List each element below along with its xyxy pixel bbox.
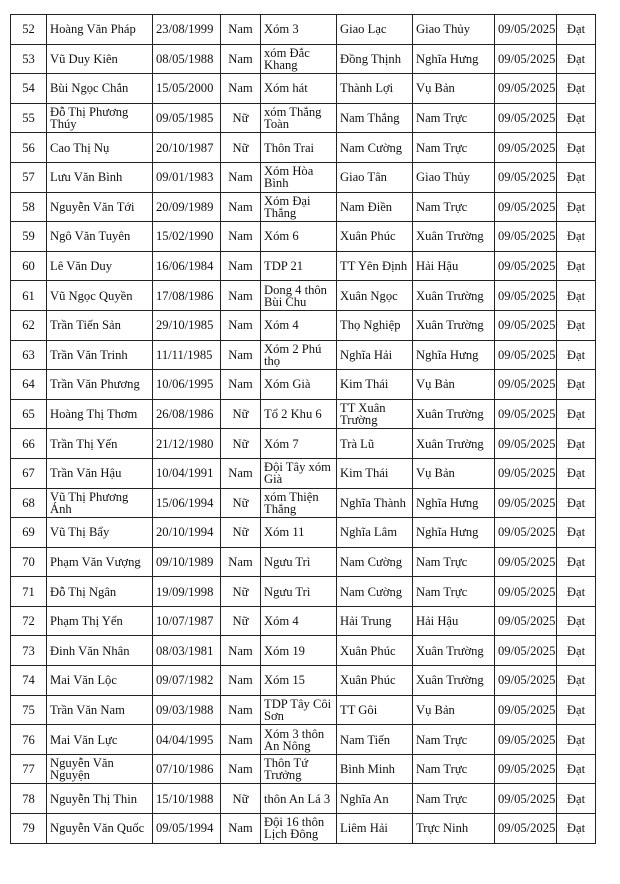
row-number: 57 xyxy=(11,162,47,192)
table-row xyxy=(11,15,596,45)
birth-date-cell: 16/06/1984 xyxy=(153,251,221,281)
gender-cell: Nam xyxy=(221,547,261,577)
row-number: 70 xyxy=(11,547,47,577)
birth-date-cell: 15/10/1988 xyxy=(153,784,221,814)
row-number: 55 xyxy=(11,103,47,133)
gender-cell: Nam xyxy=(221,162,261,192)
hamlet-cell: Xóm Hòa Bình xyxy=(261,162,337,192)
gender-cell: Nam xyxy=(221,754,261,784)
birth-date-cell: 17/08/1986 xyxy=(153,281,221,311)
district-cell: Giao Thủy xyxy=(413,15,495,45)
result-cell: Đạt xyxy=(557,133,596,163)
district-cell: Giao Thủy xyxy=(413,162,495,192)
table-row xyxy=(11,784,596,814)
results-table xyxy=(10,14,596,844)
district-cell: Nam Trực xyxy=(413,577,495,607)
district-cell: Nam Trực xyxy=(413,547,495,577)
result-cell: Đạt xyxy=(557,458,596,488)
district-cell: Vụ Bản xyxy=(413,370,495,400)
commune-cell: Xuân Phúc xyxy=(337,222,413,252)
gender-cell: Nữ xyxy=(221,133,261,163)
result-cell: Đạt xyxy=(557,814,596,844)
hamlet-cell: Xóm 6 xyxy=(261,222,337,252)
birth-date-cell: 15/05/2000 xyxy=(153,74,221,104)
district-cell: Xuân Trường xyxy=(413,636,495,666)
hamlet-cell: Tổ 2 Khu 6 xyxy=(261,399,337,429)
table-row xyxy=(11,458,596,488)
exam-date-cell: 09/05/2025 xyxy=(495,133,557,163)
row-number: 64 xyxy=(11,370,47,400)
row-number: 71 xyxy=(11,577,47,607)
exam-date-cell: 09/05/2025 xyxy=(495,695,557,725)
birth-date-cell: 23/08/1999 xyxy=(153,15,221,45)
full-name-cell: Bùi Ngọc Chắn xyxy=(47,74,153,104)
district-cell: Vụ Bản xyxy=(413,458,495,488)
commune-cell: TT Yên Định xyxy=(337,251,413,281)
gender-cell: Nam xyxy=(221,251,261,281)
birth-date-cell: 10/06/1995 xyxy=(153,370,221,400)
commune-cell: Kim Thái xyxy=(337,458,413,488)
result-cell: Đạt xyxy=(557,192,596,222)
result-cell: Đạt xyxy=(557,488,596,518)
exam-date-cell: 09/05/2025 xyxy=(495,281,557,311)
full-name-cell: Ngô Văn Tuyên xyxy=(47,222,153,252)
hamlet-cell: Xóm 4 xyxy=(261,310,337,340)
commune-cell: Nam Cường xyxy=(337,133,413,163)
result-cell: Đạt xyxy=(557,577,596,607)
full-name-cell: Nguyễn Văn Tới xyxy=(47,192,153,222)
birth-date-cell: 15/06/1994 xyxy=(153,488,221,518)
gender-cell: Nữ xyxy=(221,488,261,518)
district-cell: Nam Trực xyxy=(413,133,495,163)
result-cell: Đạt xyxy=(557,222,596,252)
result-cell: Đạt xyxy=(557,281,596,311)
gender-cell: Nữ xyxy=(221,429,261,459)
gender-cell: Nam xyxy=(221,281,261,311)
hamlet-cell: Dong 4 thôn Bùi Chu xyxy=(261,281,337,311)
district-cell: Xuân Trường xyxy=(413,429,495,459)
row-number: 76 xyxy=(11,725,47,755)
commune-cell: Giao Lạc xyxy=(337,15,413,45)
exam-date-cell: 09/05/2025 xyxy=(495,74,557,104)
commune-cell: Nghĩa Thành xyxy=(337,488,413,518)
full-name-cell: Lê Văn Duy xyxy=(47,251,153,281)
commune-cell: Nghĩa An xyxy=(337,784,413,814)
table-row xyxy=(11,162,596,192)
row-number: 52 xyxy=(11,15,47,45)
full-name-cell: Mai Văn Lực xyxy=(47,725,153,755)
birth-date-cell: 09/01/1983 xyxy=(153,162,221,192)
commune-cell: TT Xuân Trường xyxy=(337,399,413,429)
exam-date-cell: 09/05/2025 xyxy=(495,192,557,222)
result-cell: Đạt xyxy=(557,606,596,636)
commune-cell: Kim Thái xyxy=(337,370,413,400)
hamlet-cell: xóm Đắc Khang xyxy=(261,44,337,74)
gender-cell: Nữ xyxy=(221,518,261,548)
hamlet-cell: Xóm Già xyxy=(261,370,337,400)
full-name-cell: Lưu Văn Bình xyxy=(47,162,153,192)
gender-cell: Nam xyxy=(221,814,261,844)
birth-date-cell: 20/10/1987 xyxy=(153,133,221,163)
row-number: 65 xyxy=(11,399,47,429)
table-row xyxy=(11,103,596,133)
row-number: 78 xyxy=(11,784,47,814)
exam-date-cell: 09/05/2025 xyxy=(495,458,557,488)
exam-date-cell: 09/05/2025 xyxy=(495,251,557,281)
full-name-cell: Hoàng Thị Thơm xyxy=(47,399,153,429)
result-cell: Đạt xyxy=(557,636,596,666)
full-name-cell: Nguyễn Thị Thin xyxy=(47,784,153,814)
exam-date-cell: 09/05/2025 xyxy=(495,370,557,400)
hamlet-cell: TDP 21 xyxy=(261,251,337,281)
row-number: 53 xyxy=(11,44,47,74)
row-number: 77 xyxy=(11,754,47,784)
row-number: 72 xyxy=(11,606,47,636)
exam-date-cell: 09/05/2025 xyxy=(495,547,557,577)
hamlet-cell: Xóm 2 Phú thọ xyxy=(261,340,337,370)
table-row xyxy=(11,518,596,548)
commune-cell: Liêm Hải xyxy=(337,814,413,844)
district-cell: Nam Trực xyxy=(413,103,495,133)
hamlet-cell: xóm Thiện Thắng xyxy=(261,488,337,518)
commune-cell: Xuân Ngọc xyxy=(337,281,413,311)
gender-cell: Nữ xyxy=(221,606,261,636)
birth-date-cell: 19/09/1998 xyxy=(153,577,221,607)
gender-cell: Nam xyxy=(221,725,261,755)
full-name-cell: Trần Tiến Sản xyxy=(47,310,153,340)
commune-cell: Nam Cường xyxy=(337,547,413,577)
commune-cell: Đồng Thịnh xyxy=(337,44,413,74)
exam-date-cell: 09/05/2025 xyxy=(495,636,557,666)
birth-date-cell: 09/05/1985 xyxy=(153,103,221,133)
full-name-cell: Nguyễn Văn Nguyện xyxy=(47,754,153,784)
hamlet-cell: Đội 16 thôn Lịch Đông xyxy=(261,814,337,844)
result-cell: Đạt xyxy=(557,370,596,400)
commune-cell: Hải Trung xyxy=(337,606,413,636)
table-row xyxy=(11,222,596,252)
result-cell: Đạt xyxy=(557,44,596,74)
full-name-cell: Phạm Văn Vượng xyxy=(47,547,153,577)
birth-date-cell: 07/10/1986 xyxy=(153,754,221,784)
hamlet-cell: Xóm 19 xyxy=(261,636,337,666)
birth-date-cell: 20/10/1994 xyxy=(153,518,221,548)
exam-date-cell: 09/05/2025 xyxy=(495,666,557,696)
exam-date-cell: 09/05/2025 xyxy=(495,222,557,252)
commune-cell: Bình Minh xyxy=(337,754,413,784)
district-cell: Hải Hậu xyxy=(413,606,495,636)
row-number: 61 xyxy=(11,281,47,311)
result-cell: Đạt xyxy=(557,251,596,281)
result-cell: Đạt xyxy=(557,695,596,725)
birth-date-cell: 09/03/1988 xyxy=(153,695,221,725)
hamlet-cell: Thôn Tứ Trưởng xyxy=(261,754,337,784)
hamlet-cell: Xóm 7 xyxy=(261,429,337,459)
gender-cell: Nam xyxy=(221,695,261,725)
full-name-cell: Đinh Văn Nhân xyxy=(47,636,153,666)
row-number: 75 xyxy=(11,695,47,725)
result-cell: Đạt xyxy=(557,399,596,429)
birth-date-cell: 11/11/1985 xyxy=(153,340,221,370)
gender-cell: Nam xyxy=(221,44,261,74)
district-cell: Vụ Bản xyxy=(413,695,495,725)
full-name-cell: Trần Văn Phương xyxy=(47,370,153,400)
row-number: 67 xyxy=(11,458,47,488)
commune-cell: Xuân Phúc xyxy=(337,636,413,666)
full-name-cell: Vũ Duy Kiên xyxy=(47,44,153,74)
full-name-cell: Trần Văn Hậu xyxy=(47,458,153,488)
exam-date-cell: 09/05/2025 xyxy=(495,103,557,133)
exam-date-cell: 09/05/2025 xyxy=(495,399,557,429)
result-cell: Đạt xyxy=(557,162,596,192)
result-cell: Đạt xyxy=(557,725,596,755)
table-row xyxy=(11,606,596,636)
full-name-cell: Hoàng Văn Pháp xyxy=(47,15,153,45)
hamlet-cell: Xóm Đại Thắng xyxy=(261,192,337,222)
full-name-cell: Phạm Thị Yến xyxy=(47,606,153,636)
gender-cell: Nam xyxy=(221,74,261,104)
hamlet-cell: Đội Tây xóm Già xyxy=(261,458,337,488)
row-number: 68 xyxy=(11,488,47,518)
district-cell: Xuân Trường xyxy=(413,281,495,311)
table-row xyxy=(11,310,596,340)
commune-cell: Trà Lũ xyxy=(337,429,413,459)
table-row xyxy=(11,814,596,844)
row-number: 79 xyxy=(11,814,47,844)
full-name-cell: Trần Thị Yến xyxy=(47,429,153,459)
exam-date-cell: 09/05/2025 xyxy=(495,754,557,784)
row-number: 62 xyxy=(11,310,47,340)
exam-date-cell: 09/05/2025 xyxy=(495,429,557,459)
district-cell: Xuân Trường xyxy=(413,666,495,696)
commune-cell: Thọ Nghiệp xyxy=(337,310,413,340)
table-row xyxy=(11,192,596,222)
district-cell: Xuân Trường xyxy=(413,310,495,340)
table-row xyxy=(11,429,596,459)
commune-cell: Nghĩa Lâm xyxy=(337,518,413,548)
table-row xyxy=(11,370,596,400)
row-number: 60 xyxy=(11,251,47,281)
gender-cell: Nam xyxy=(221,192,261,222)
table-body xyxy=(11,15,596,844)
gender-cell: Nam xyxy=(221,636,261,666)
exam-date-cell: 09/05/2025 xyxy=(495,784,557,814)
result-cell: Đạt xyxy=(557,74,596,104)
exam-date-cell: 09/05/2025 xyxy=(495,814,557,844)
exam-date-cell: 09/05/2025 xyxy=(495,162,557,192)
result-cell: Đạt xyxy=(557,784,596,814)
district-cell: Nghĩa Hưng xyxy=(413,518,495,548)
exam-date-cell: 09/05/2025 xyxy=(495,725,557,755)
table-row xyxy=(11,754,596,784)
result-cell: Đạt xyxy=(557,103,596,133)
hamlet-cell: Thôn Trai xyxy=(261,133,337,163)
full-name-cell: Nguyễn Văn Quốc xyxy=(47,814,153,844)
hamlet-cell: Xóm hát xyxy=(261,74,337,104)
table-row xyxy=(11,577,596,607)
hamlet-cell: TDP Tây Côi Sơn xyxy=(261,695,337,725)
row-number: 73 xyxy=(11,636,47,666)
result-cell: Đạt xyxy=(557,429,596,459)
result-cell: Đạt xyxy=(557,547,596,577)
hamlet-cell: xóm Thắng Toàn xyxy=(261,103,337,133)
hamlet-cell: Xóm 11 xyxy=(261,518,337,548)
gender-cell: Nam xyxy=(221,15,261,45)
district-cell: Xuân Trường xyxy=(413,399,495,429)
commune-cell: Nam Tiến xyxy=(337,725,413,755)
commune-cell: Thành Lợi xyxy=(337,74,413,104)
district-cell: Vụ Bản xyxy=(413,74,495,104)
gender-cell: Nam xyxy=(221,310,261,340)
row-number: 59 xyxy=(11,222,47,252)
table-row xyxy=(11,251,596,281)
table-row xyxy=(11,44,596,74)
result-cell: Đạt xyxy=(557,15,596,45)
table-row xyxy=(11,488,596,518)
gender-cell: Nam xyxy=(221,222,261,252)
birth-date-cell: 26/08/1986 xyxy=(153,399,221,429)
result-cell: Đạt xyxy=(557,518,596,548)
row-number: 63 xyxy=(11,340,47,370)
birth-date-cell: 29/10/1985 xyxy=(153,310,221,340)
district-cell: Nghĩa Hưng xyxy=(413,340,495,370)
gender-cell: Nữ xyxy=(221,399,261,429)
result-cell: Đạt xyxy=(557,754,596,784)
full-name-cell: Vũ Ngọc Quyền xyxy=(47,281,153,311)
full-name-cell: Trần Văn Nam xyxy=(47,695,153,725)
gender-cell: Nữ xyxy=(221,103,261,133)
hamlet-cell: Xóm 4 xyxy=(261,606,337,636)
table-row xyxy=(11,725,596,755)
district-cell: Nam Trực xyxy=(413,725,495,755)
district-cell: Nghĩa Hưng xyxy=(413,488,495,518)
gender-cell: Nam xyxy=(221,458,261,488)
hamlet-cell: thôn An Lá 3 xyxy=(261,784,337,814)
table-row xyxy=(11,695,596,725)
full-name-cell: Trần Văn Trinh xyxy=(47,340,153,370)
exam-date-cell: 09/05/2025 xyxy=(495,606,557,636)
commune-cell: Nam Thắng xyxy=(337,103,413,133)
full-name-cell: Vũ Thị Phương Ánh xyxy=(47,488,153,518)
row-number: 56 xyxy=(11,133,47,163)
exam-date-cell: 09/05/2025 xyxy=(495,577,557,607)
birth-date-cell: 20/09/1989 xyxy=(153,192,221,222)
gender-cell: Nam xyxy=(221,340,261,370)
table-row xyxy=(11,636,596,666)
row-number: 54 xyxy=(11,74,47,104)
result-cell: Đạt xyxy=(557,310,596,340)
table-row xyxy=(11,399,596,429)
commune-cell: TT Gôi xyxy=(337,695,413,725)
row-number: 74 xyxy=(11,666,47,696)
birth-date-cell: 08/03/1981 xyxy=(153,636,221,666)
commune-cell: Giao Tân xyxy=(337,162,413,192)
exam-date-cell: 09/05/2025 xyxy=(495,518,557,548)
birth-date-cell: 04/04/1995 xyxy=(153,725,221,755)
row-number: 66 xyxy=(11,429,47,459)
hamlet-cell: Xóm 3 thôn An Nông xyxy=(261,725,337,755)
commune-cell: Xuân Phúc xyxy=(337,666,413,696)
commune-cell: Nghĩa Hải xyxy=(337,340,413,370)
commune-cell: Nam Cường xyxy=(337,577,413,607)
birth-date-cell: 21/12/1980 xyxy=(153,429,221,459)
birth-date-cell: 10/04/1991 xyxy=(153,458,221,488)
district-cell: Nam Trực xyxy=(413,754,495,784)
hamlet-cell: Ngưu Trì xyxy=(261,547,337,577)
district-cell: Nam Trực xyxy=(413,192,495,222)
hamlet-cell: Xóm 15 xyxy=(261,666,337,696)
birth-date-cell: 09/10/1989 xyxy=(153,547,221,577)
district-cell: Trực Ninh xyxy=(413,814,495,844)
birth-date-cell: 10/07/1987 xyxy=(153,606,221,636)
row-number: 69 xyxy=(11,518,47,548)
table-row xyxy=(11,340,596,370)
table-row xyxy=(11,74,596,104)
birth-date-cell: 08/05/1988 xyxy=(153,44,221,74)
full-name-cell: Đỗ Thị Ngân xyxy=(47,577,153,607)
gender-cell: Nam xyxy=(221,666,261,696)
hamlet-cell: Ngưu Trì xyxy=(261,577,337,607)
exam-date-cell: 09/05/2025 xyxy=(495,488,557,518)
gender-cell: Nữ xyxy=(221,577,261,607)
gender-cell: Nữ xyxy=(221,784,261,814)
birth-date-cell: 09/07/1982 xyxy=(153,666,221,696)
result-cell: Đạt xyxy=(557,340,596,370)
district-cell: Nam Trực xyxy=(413,784,495,814)
district-cell: Xuân Trường xyxy=(413,222,495,252)
exam-date-cell: 09/05/2025 xyxy=(495,15,557,45)
exam-date-cell: 09/05/2025 xyxy=(495,340,557,370)
table-row xyxy=(11,281,596,311)
full-name-cell: Cao Thị Nụ xyxy=(47,133,153,163)
birth-date-cell: 15/02/1990 xyxy=(153,222,221,252)
hamlet-cell: Xóm 3 xyxy=(261,15,337,45)
district-cell: Nghĩa Hưng xyxy=(413,44,495,74)
exam-date-cell: 09/05/2025 xyxy=(495,310,557,340)
exam-date-cell: 09/05/2025 xyxy=(495,44,557,74)
district-cell: Hải Hậu xyxy=(413,251,495,281)
row-number: 58 xyxy=(11,192,47,222)
result-cell: Đạt xyxy=(557,666,596,696)
full-name-cell: Mai Văn Lộc xyxy=(47,666,153,696)
table-row xyxy=(11,666,596,696)
table-row xyxy=(11,133,596,163)
gender-cell: Nam xyxy=(221,370,261,400)
birth-date-cell: 09/05/1994 xyxy=(153,814,221,844)
table-row xyxy=(11,547,596,577)
full-name-cell: Đỗ Thị Phương Thúy xyxy=(47,103,153,133)
full-name-cell: Vũ Thị Bẩy xyxy=(47,518,153,548)
commune-cell: Nam Điền xyxy=(337,192,413,222)
